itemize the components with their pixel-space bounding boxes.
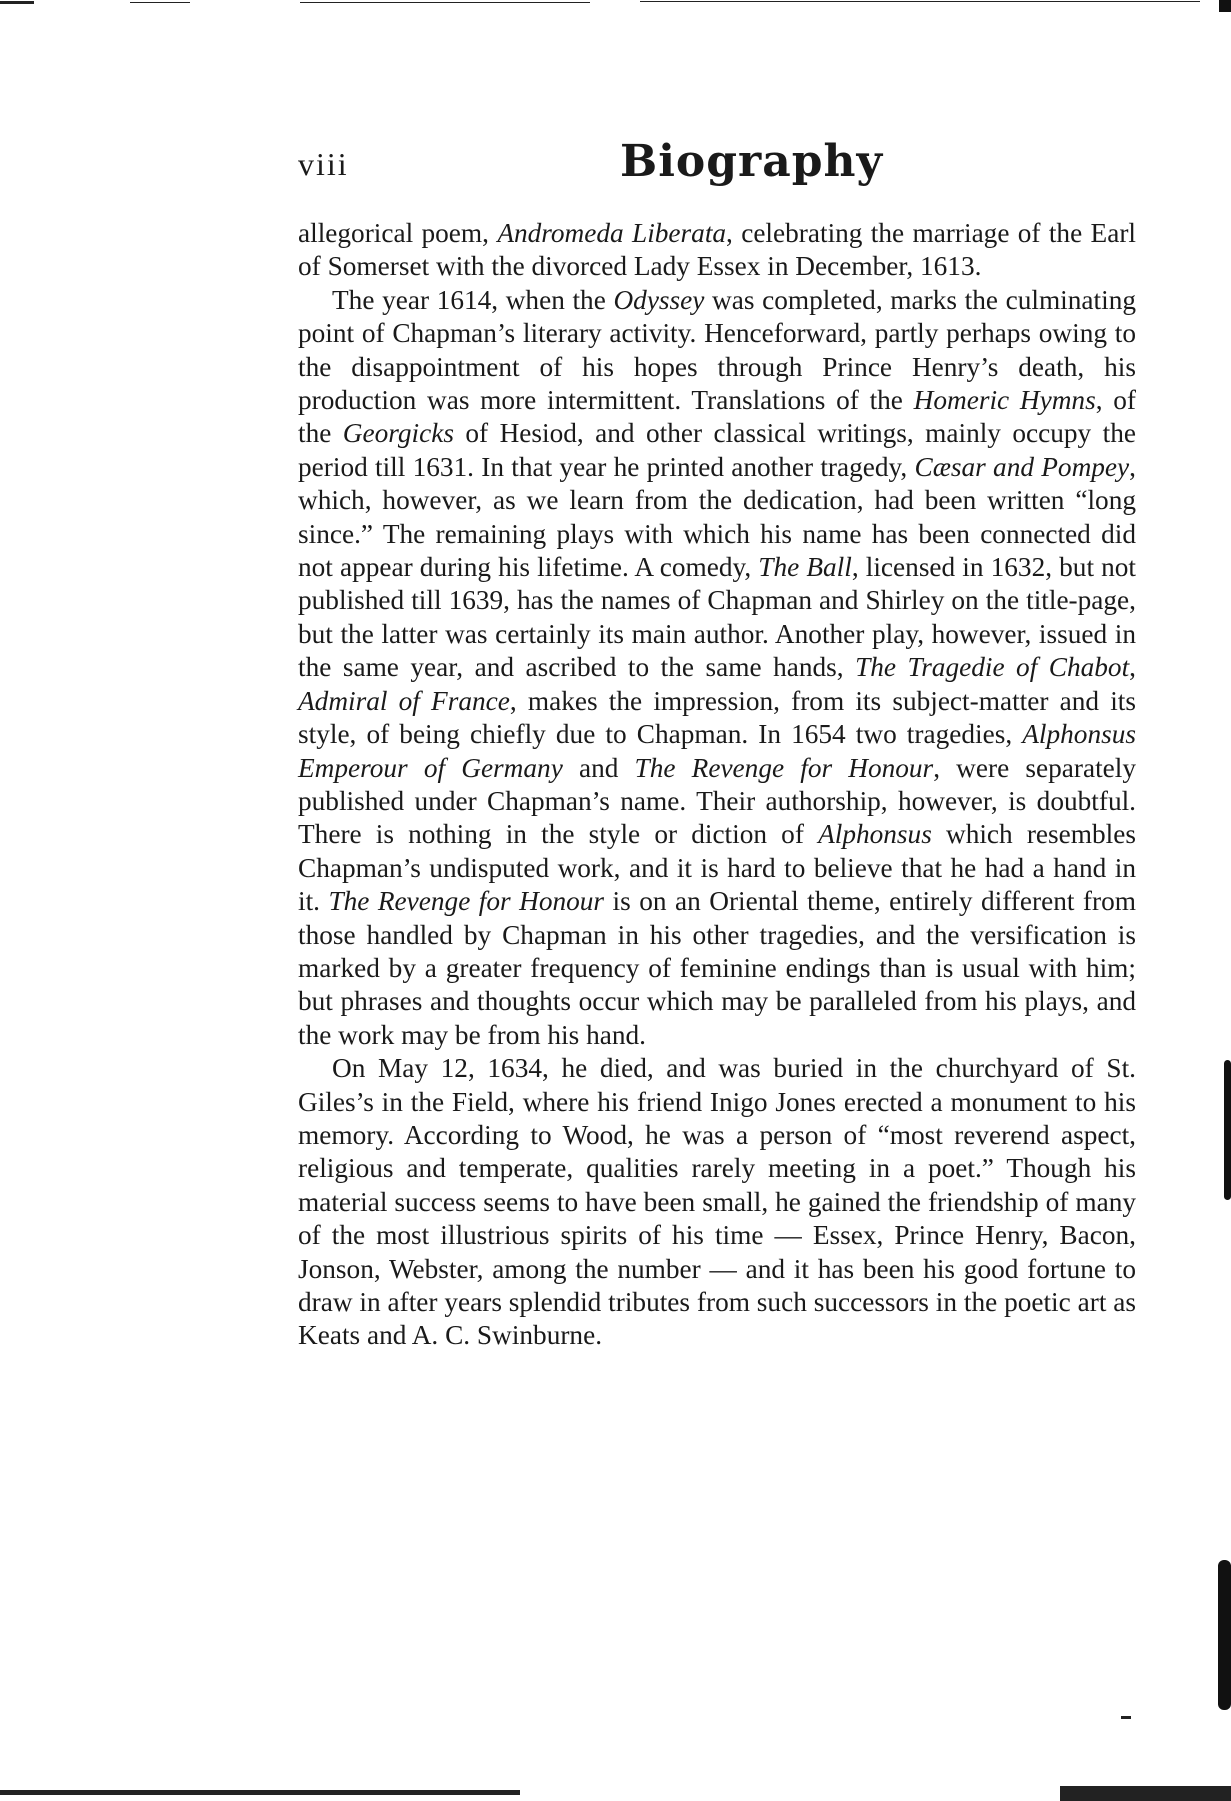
- text-run: , licensed in 1632, but not published till 1639, has the names of Chapman and Shirley on the title-page, but the latter was certainly its main author. Another play, however, issued in the same year, and ascribed to the same hands,: [298, 552, 1136, 683]
- text-run: ,: [1129, 652, 1136, 683]
- text-run: The year 1614, when the: [332, 284, 614, 315]
- text-run: On May 12, 1634, he died, and was buried in the churchyard of St. Giles’s in the Field, where his friend Inigo Jones erected a monument to his memory. According to Wood, he was a person of “most reverend aspect, religious and temperate, qualities rarely meeting in a poet.” Though his material success seems to have been small, he gained the friendship of many of the most illustrious spirits of his time — Essex, Prince Henry, Bacon, Jonson, Webster, among the number — and it has been his good fortune to draw in after years splendid tributes from such successors in the poetic art as Keats and A. C. Swinburne.: [298, 1053, 1136, 1351]
- text-run: , which, however, as we learn from the dedication, had been written “long since.” The remaining plays with which his name has been connected did not appear during his lifetime. A comedy,: [298, 451, 1136, 583]
- text-run: allegorical poem,: [298, 218, 498, 248]
- scan-artifact-top-right: [1219, 0, 1231, 12]
- italic-title: Alphonsus: [818, 819, 932, 850]
- text-run: of Hesiod, and other classical writings, mainly occupy the period till 1631. In that year he printed another tragedy,: [298, 418, 1136, 482]
- text-run: and: [562, 752, 635, 783]
- text-run: , were separately published under Chapman’s name. Their authorship, however, is doubtful. There is nothing in the style or diction of: [298, 752, 1137, 850]
- scan-artifact-right-edge-2: [1218, 1560, 1231, 1710]
- scan-artifact-bottom-right: [1060, 1786, 1231, 1801]
- italic-title: The Tragedie of Chabot: [855, 652, 1130, 683]
- text-run: , celebrating the marriage of the Earl of Somerset with the divorced Lady Essex in December, 1613.: [298, 218, 1136, 282]
- body-text: [298, 217, 1136, 1353]
- text-run: , makes the impression, from its subject-matter and its style, of being chiefly due to Chapman. In 1654 two tragedies,: [298, 685, 1136, 750]
- italic-title: Cæsar and Pompey: [914, 451, 1130, 482]
- text-run: was completed, marks the culminating point of Chapman’s literary activity. Henceforward, partly perhaps owing to the disappointment of his hopes through Prince Henry’s death, his production was more intermittent. Translations of the: [298, 284, 1136, 416]
- italic-title: Georgicks: [342, 418, 454, 449]
- italic-title: Admiral of France: [298, 685, 510, 716]
- scan-artifact-top-3: [640, 1, 1200, 2]
- italic-title: Odyssey: [613, 284, 705, 315]
- scan-artifact-dash: [1121, 1716, 1131, 1719]
- italic-title: The Revenge for Honour: [328, 886, 605, 917]
- italic-title: The Ball: [758, 552, 852, 583]
- italic-title: The Revenge for Honour: [634, 752, 934, 783]
- scan-artifact-bottom-left: [0, 1790, 520, 1795]
- paragraph: [298, 284, 1136, 1052]
- page-number: viii: [298, 146, 349, 182]
- paragraph: [298, 1052, 1136, 1353]
- scan-artifact-top-left: [0, 1, 34, 4]
- scan-artifact-right-edge-1: [1224, 1060, 1231, 1200]
- text-run: is on an Oriental theme, entirely different from those handled by Chapman in his other tragedies, and the versification is marked by a greater frequency of feminine endings than is usual with him; but phrases and thoughts occur which may be paralleled from his plays, and the work may be from his hand.: [298, 886, 1136, 1050]
- text-run: which resembles Chapman’s undisputed work, and it is hard to believe that he had a hand in it.: [298, 819, 1136, 917]
- italic-title: Homeric Hymns: [913, 385, 1096, 416]
- italic-title: Andromeda Liberata: [497, 218, 727, 248]
- running-title: Biography: [620, 136, 884, 187]
- italic-title: Alphonsus Emperour of Germany: [298, 719, 1136, 783]
- text-run: , of the: [298, 385, 1137, 449]
- scan-artifact-top-1: [130, 2, 190, 3]
- scan-artifact-top-2: [300, 2, 590, 3]
- page-header: [298, 128, 1136, 188]
- paragraph: [298, 217, 1136, 284]
